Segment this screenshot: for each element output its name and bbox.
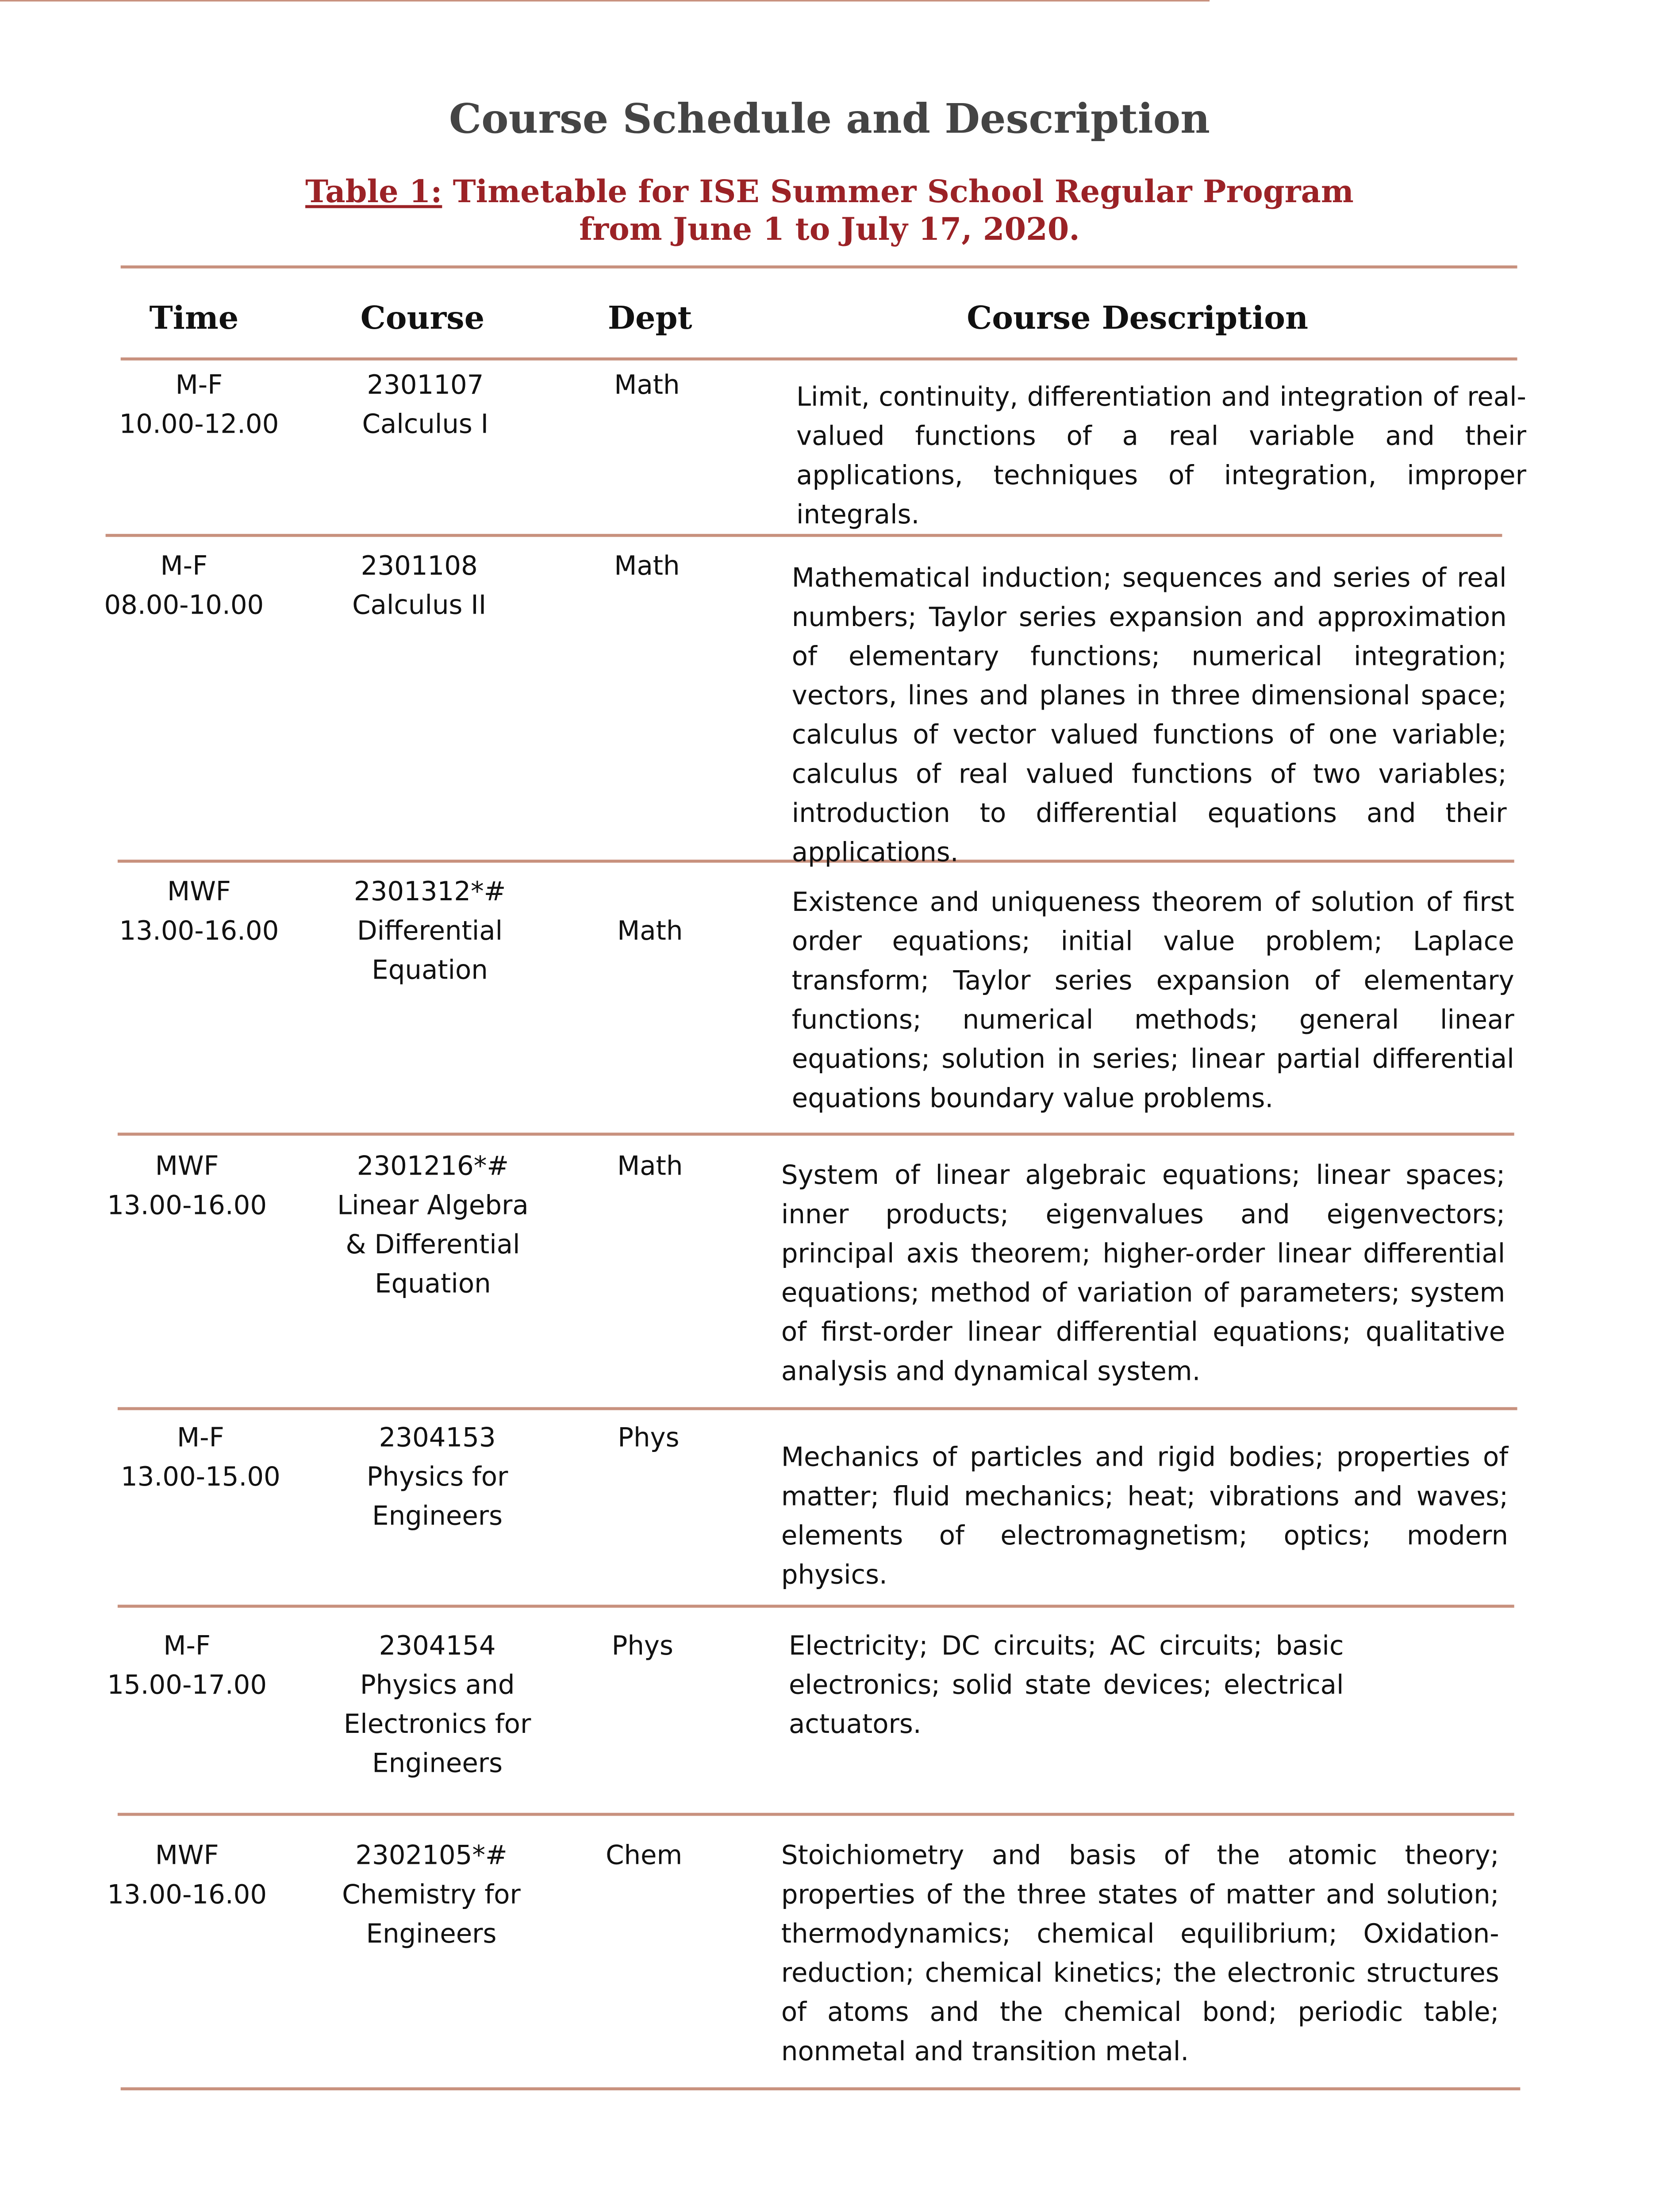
page-title: Course Schedule and Description xyxy=(449,96,1210,143)
header-time: Time xyxy=(149,298,239,337)
row7-course: 2302105*# Chemistry for Engineers xyxy=(342,1841,521,1950)
row6-description: Electricity; DC circuits; AC circuits; basic electronics; solid state devices; electrical actuators. xyxy=(788,1632,1344,1741)
row4-description: System of linear algebraic equations; linear spaces; inner products; eigenvalues and eigenvectors; principal axis theorem; higher-order linear differential equations; method of variation of parameters; system of first-order linear differential equations; qualitative analysis and dynamical system. xyxy=(781,1161,1505,1388)
table-bottom-rule xyxy=(121,2087,1521,2089)
row6-course: 2304154 Physics and Electronics for Engineers xyxy=(343,1632,531,1780)
row5-course: 2304153 Physics for Engineers xyxy=(366,1424,508,1532)
table-caption-text: Timetable for ISE Summer School Regular Program xyxy=(442,173,1354,210)
row3-time: MWF 13.00-16.00 xyxy=(119,878,279,947)
top-rule xyxy=(0,0,1210,1)
row-divider xyxy=(118,1133,1514,1135)
row-divider xyxy=(118,1605,1514,1607)
table-top-rule xyxy=(121,265,1517,268)
row6-dept: Phys xyxy=(611,1632,673,1662)
row1-time: M-F 10.00-12.00 xyxy=(119,371,279,441)
row-divider xyxy=(118,1813,1514,1815)
header-bottom-rule xyxy=(121,357,1517,360)
row7-description: Stoichiometry and basis of the atomic theory; properties of the three states of matter and solution; thermodynamics; chemical equilibrium; Oxidation-reduction; chemical kinetics; the electronic structures of atoms and the chemical bond; periodic table; nonmetal and transition metal. xyxy=(781,1841,1499,2068)
header-dept: Dept xyxy=(607,298,692,337)
row7-dept: Chem xyxy=(606,1841,683,1872)
row1-description: Limit, continuity, differentiation and integration of real-valued functions of a real variable and their applications, techniques of integration, improper integrals. xyxy=(796,383,1526,531)
row6-time: M-F 15.00-17.00 xyxy=(107,1632,267,1701)
header-course: Course xyxy=(360,298,485,337)
row2-description: Mathematical induction; sequences and series of real numbers; Taylor series expansion and approximation of elementary functions; numerical integration; vectors, lines and planes in three dimensional space; calculus of vector valued functions of one variable; calculus of real valued functions of two variables; introduction to differential equations and their applications. xyxy=(791,564,1507,869)
row7-time: MWF 13.00-16.00 xyxy=(107,1841,267,1911)
row-divider xyxy=(118,1407,1517,1409)
row3-dept: Math xyxy=(617,917,683,947)
row4-dept: Math xyxy=(617,1152,683,1183)
row5-dept: Phys xyxy=(618,1424,680,1454)
row2-course: 2301108 Calculus II xyxy=(352,552,487,622)
row2-dept: Math xyxy=(614,552,680,582)
row5-time: M-F 13.00-15.00 xyxy=(120,1424,280,1493)
row5-description: Mechanics of particles and rigid bodies; properties of matter; fluid mechanics; heat; vibrations and waves; elements of electromagnetism; optics; modern physics. xyxy=(781,1443,1509,1591)
row1-dept: Math xyxy=(614,371,680,401)
row3-description: Existence and uniqueness theorem of solution of first order equations; initial value problem; Laplace transform; Taylor series expansion of elementary functions; numerical methods; general linear equations; solution in series; linear partial differential equations boundary value problems. xyxy=(791,888,1514,1115)
row2-time: M-F 08.00-10.00 xyxy=(104,552,264,622)
table-caption-line2: from June 1 to July 17, 2020. xyxy=(579,211,1080,248)
table-caption xyxy=(0,173,1659,249)
row4-time: MWF 13.00-16.00 xyxy=(107,1152,267,1222)
table-label: Table 1: xyxy=(305,173,442,210)
row4-course: 2301216*# Linear Algebra & Differential Equation xyxy=(337,1152,529,1300)
header-description: Course Description xyxy=(967,298,1309,337)
row3-course: 2301312*# Differential Equation xyxy=(353,878,506,987)
row1-course: 2301107 Calculus I xyxy=(362,371,489,441)
